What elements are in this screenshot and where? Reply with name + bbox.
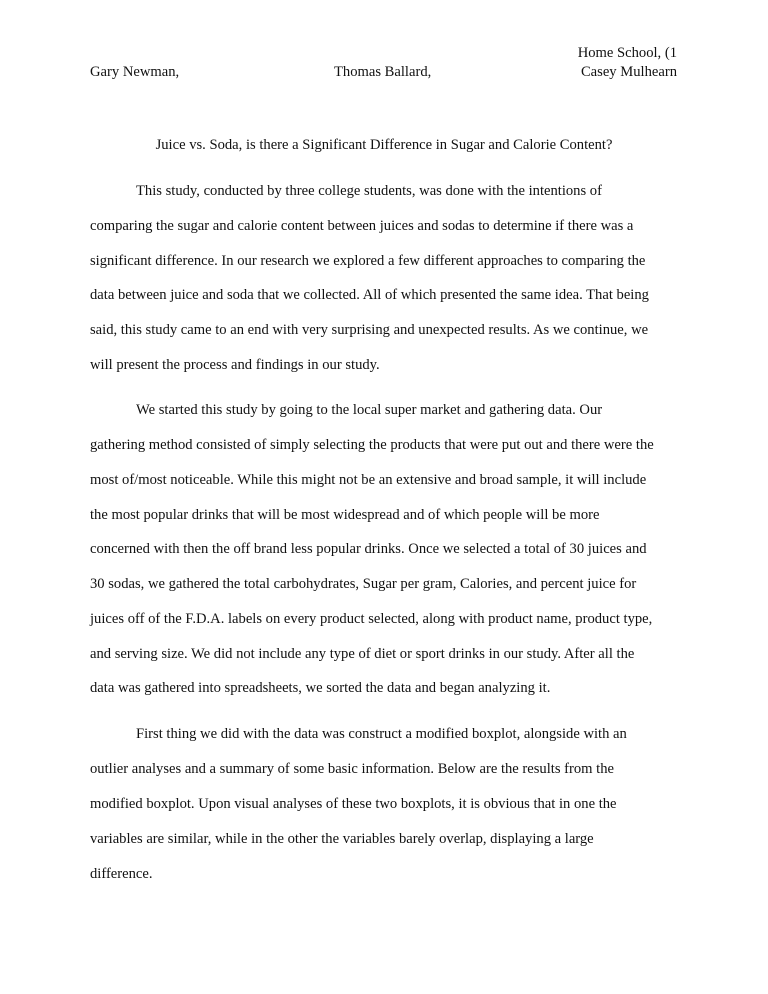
paragraph-line: 30 sodas, we gathered the total carbohydrates, Sugar per gram, Calories, and percent juice for xyxy=(90,576,637,592)
document-title: Juice vs. Soda, is there a Significant Difference in Sugar and Calorie Content? xyxy=(155,137,613,153)
paragraph-line: First thing we did with the data was construct a modified boxplot, alongside with an xyxy=(136,726,627,742)
paragraph-line: data was gathered into spreadsheets, we sorted the data and began analyzing it. xyxy=(90,680,551,696)
paragraph-line: and serving size. We did not include any type of diet or sport drinks in our study. After all the xyxy=(90,646,635,662)
paragraph-line: the most popular drinks that will be most widespread and of which people will be more xyxy=(90,507,600,523)
paragraph-line: outlier analyses and a summary of some basic information. Below are the results from the xyxy=(90,761,615,777)
paragraph-line: comparing the sugar and calorie content between juices and sodas to determine if there was a xyxy=(90,218,634,234)
paragraph-line: juices off of the F.D.A. labels on every product selected, along with product name, product type, xyxy=(90,611,653,627)
paragraph-line: said, this study came to an end with very surprising and unexpected results. As we continue, we xyxy=(90,322,649,338)
paragraph-line: We started this study by going to the local super market and gathering data. Our xyxy=(136,402,603,418)
paragraph-line: most of/most noticeable. While this might not be an extensive and broad sample, it will include xyxy=(90,472,647,488)
paragraph-line: significant difference. In our research we explored a few different approaches to comparing the xyxy=(90,253,646,269)
paragraph-line: will present the process and findings in our study. xyxy=(90,357,380,373)
paragraph-line: concerned with then the off brand less popular drinks. Once we selected a total of 30 juices and xyxy=(90,541,647,557)
author-thomas-ballard: Thomas Ballard, xyxy=(334,64,432,80)
author-gary-newman: Gary Newman, xyxy=(90,64,180,80)
paragraph-line: variables are similar, while in the other the variables barely overlap, displaying a large xyxy=(90,831,594,847)
paragraph-line: difference. xyxy=(90,866,153,882)
paragraph-line: This study, conducted by three college students, was done with the intentions of xyxy=(136,183,602,199)
paragraph-line: gathering method consisted of simply selecting the products that were put out and there were the xyxy=(90,437,654,453)
paragraph-line: modified boxplot. Upon visual analyses of these two boxplots, it is obvious that in one the xyxy=(90,796,617,812)
paragraph-line: data between juice and soda that we collected. All of which presented the same idea. That being xyxy=(90,287,649,303)
school-header: Home School, (1 xyxy=(577,45,677,61)
author-casey-mulhearn: Casey Mulhearn xyxy=(580,64,677,80)
